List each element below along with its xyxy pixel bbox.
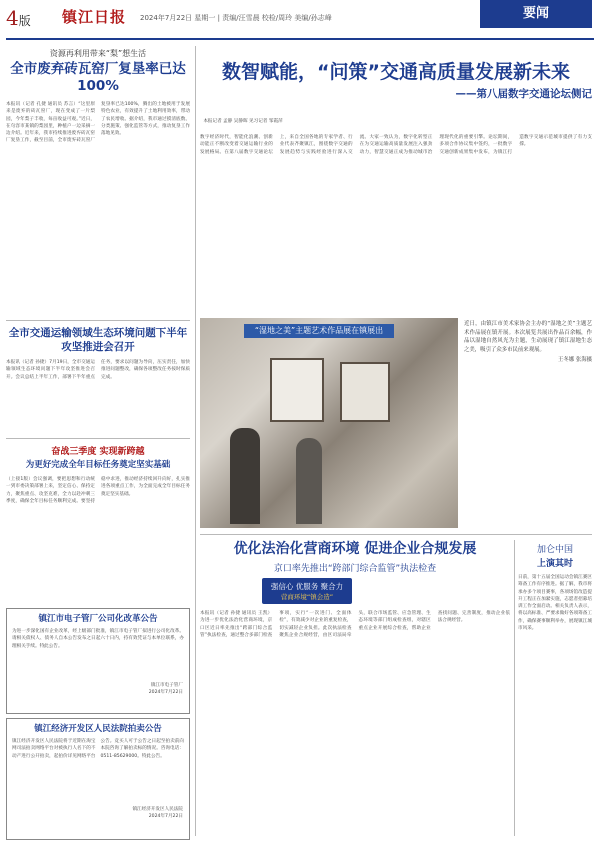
story-kicker: 加仑中国: [536, 545, 573, 555]
story-headline[interactable]: 上演其时: [536, 559, 573, 569]
photo-caption: 近日，由镇江市美术家协会主办的“湿地之美”主题艺术作品展在镇开展。本次展览共展出作品百余幅，作品以湿地自然风光为主题，生动展现了镇江湿地生态之美，吸引了众多市民前来观展。 王冬娜 张海摄: [464, 321, 592, 364]
story-kicker: 资源再利用带来“梨”想生活: [49, 49, 147, 58]
exhibition-photo: [200, 318, 458, 528]
header-rule: [6, 38, 594, 40]
notice-signature: 镇江市电子管厂: [150, 683, 183, 688]
story-headline[interactable]: 全市废弃砖瓦窑厂复垦率已达100%: [10, 61, 186, 94]
photo-credit: 王冬娜 张海摄: [557, 357, 592, 364]
story-transport-env: [6, 326, 190, 433]
story-third-quarter: [6, 444, 190, 610]
story-body: 本报讯（记者 孙捷）7月19日，全市交通运输领域生态环境问题下半年攻坚推进会召开。会议总结上半年工作，部署下半年重点任务，要求以问题为导向，压实责任，加快推进问题整改，确保各项整改任务按时保质完成。: [6, 360, 190, 380]
story-games: [518, 542, 592, 834]
section-tab[interactable]: 要闻: [480, 0, 592, 28]
notice-court-auction: [6, 718, 190, 840]
story-headline[interactable]: 优化法治化营商环境 促进企业合规发展: [233, 541, 477, 557]
notice-date: 2024年7月22日: [148, 814, 183, 820]
column-divider: [514, 540, 515, 836]
newspaper-masthead: 镇江日报: [62, 8, 127, 26]
artwork-frame: [270, 358, 324, 422]
story-body: 日前，第十五届全国运动会镇江赛区筹备工作有序推进。据了解，我市将承办多个项目赛事，各项场馆改造提升工程正在加紧实施，志愿者招募培训工作全面启动。相关负责人表示，将以高标准、严要求做好各项筹备工作，确保赛事顺利举办，展现镇江城市风采。: [518, 575, 592, 632]
visitor-figure: [296, 438, 322, 524]
section-divider: [6, 320, 190, 321]
issue-meta: 2024年7月22日 星期一 | 责编/汪雪晨 校检/周玲 美编/孙志峰: [140, 14, 332, 22]
artwork-frame: [340, 362, 390, 422]
page-number: 4版: [6, 6, 31, 30]
visitor-figure: [230, 428, 260, 524]
main-subtitle: ——第八届数字交通论坛侧记: [455, 88, 592, 100]
main-headline[interactable]: 数智赋能，“问策”交通高质量发展新未来: [222, 61, 570, 83]
section-divider: [6, 438, 190, 439]
campaign-line2: 营商环境“镇会造”: [280, 593, 334, 601]
photo-banner-caption: “湿地之美”主题艺术作品展在镇展出: [244, 324, 394, 338]
notice-title[interactable]: 镇江市电子管厂公司化改革公告: [38, 614, 158, 624]
notice-body: 镇江经济开发区人民法院将于近期在淘宝网司法拍卖网络平台对被执行人名下的不动产进行公开拍卖，起拍价详见网络平台公告。竞买人可于公告之日起至拍卖前向本院咨询了解拍卖标的情况。咨询电话：0511-85629000。特此公告。: [12, 739, 184, 759]
notice-body: 为进一步深化国有企业改革，经上级部门批准，镇江市电子管厂拟进行公司化改革。请相关债权人、债务人自本公告发布之日起六十日内，持有效凭证与本单位联系，办理相关手续。特此公告。: [12, 629, 184, 649]
notice-title[interactable]: 镇江经济开发区人民法院拍卖公告: [34, 724, 162, 734]
campaign-line1: 强信心 优服务 聚合力: [270, 582, 344, 591]
story-digital-transport: [200, 60, 592, 101]
story-headline[interactable]: 为更好完成全年目标任务奠定坚实基础: [25, 460, 171, 470]
main-byline: 本报记者 孟静 吴静晖 见习记者 邹霞萍: [203, 119, 283, 124]
story-body: 本报讯（记者 孙捷 通讯员 王凯）为进一步优化法治化营商环境，京口区近日率先推出“跨部门综合监管”执法检查，通过整合多部门检查事项，实行“一次进门、全面体检”，有效减少对企业的重复检查，切实减轻企业负担。此次执法检查聚焦企业合规经营，由区司法局牵头，联合市场监管、应急管理、生态环境等部门组成检查组，对辖区重点企业开展综合检查，帮助企业查找问题、完善制度，推动企业依法合规经营。: [200, 611, 510, 638]
page-header: [0, 0, 600, 42]
story-waste-kilns: [6, 48, 190, 311]
story-headline[interactable]: 全市交通运输领域生态环境问题下半年攻坚推进会召开: [8, 327, 188, 353]
notice-tube-factory: [6, 608, 190, 714]
story-business-env: [200, 540, 510, 574]
notice-date: 2024年7月22日: [148, 690, 183, 696]
column-divider: [195, 46, 196, 836]
story-kicker: 奋战三季度 实现新跨越: [51, 447, 145, 457]
notice-signature: 镇江经济开发区人民法院: [132, 807, 183, 812]
story-subheadline: 京口率先推出“跨部门综合监管”执法检查: [273, 564, 437, 574]
campaign-badge: [262, 578, 352, 604]
story-body: （上接1版）会议强调，要把思想和行动统一到市委决策部署上来，坚定信心、保持定力，聚焦重点、攻坚克难，全力以赴冲刺三季度，确保全年目标任务顺利完成。要坚持稳中求进，推动经济持续回升向好，扎实推进各项重点工作，为全面完成全年目标任务奠定坚实基础。: [6, 477, 190, 504]
main-body: 数字经济时代，智能化浪潮、创新动能正不断改变着交通运输行业的发展格局。在第八届数字交通论坛上，来自全国各地的专家学者、行业代表齐聚镇江，围绕数字交通的发展趋势与实践经验进行深入交流。大家一致认为，数字化转型正在为交通运输高质量发展注入强劲动力，智慧交通正成为推动城市治理现代化的重要引擎。论坛期间，多项合作协议集中签约，一批数字交通创新成果集中发布，为镇江打造数字交通示范城市提供了有力支撑。: [200, 135, 592, 155]
story-body: 本报讯（记者 孔捷 通讯员 苏言）“这里原来是废弃的砖瓦窑厂，现在变成了一片梨园，今年梨子丰收，每亩收益可观。”近日，在句容市某镇的梨园里，种植户一边采摘一边介绍。近年来，我市持续推进废弃砖瓦窑厂复垦工作，截至目前，全市废弃砖瓦窑厂复垦率已达100%，腾出的土地被用于发展特色农业，有效提升了土地利用效率，带动了农民增收。据介绍，我市通过摸清底数、分类施策、强化监管等方式，推动复垦工作落地见效。: [6, 102, 190, 144]
section-divider: [200, 534, 592, 535]
